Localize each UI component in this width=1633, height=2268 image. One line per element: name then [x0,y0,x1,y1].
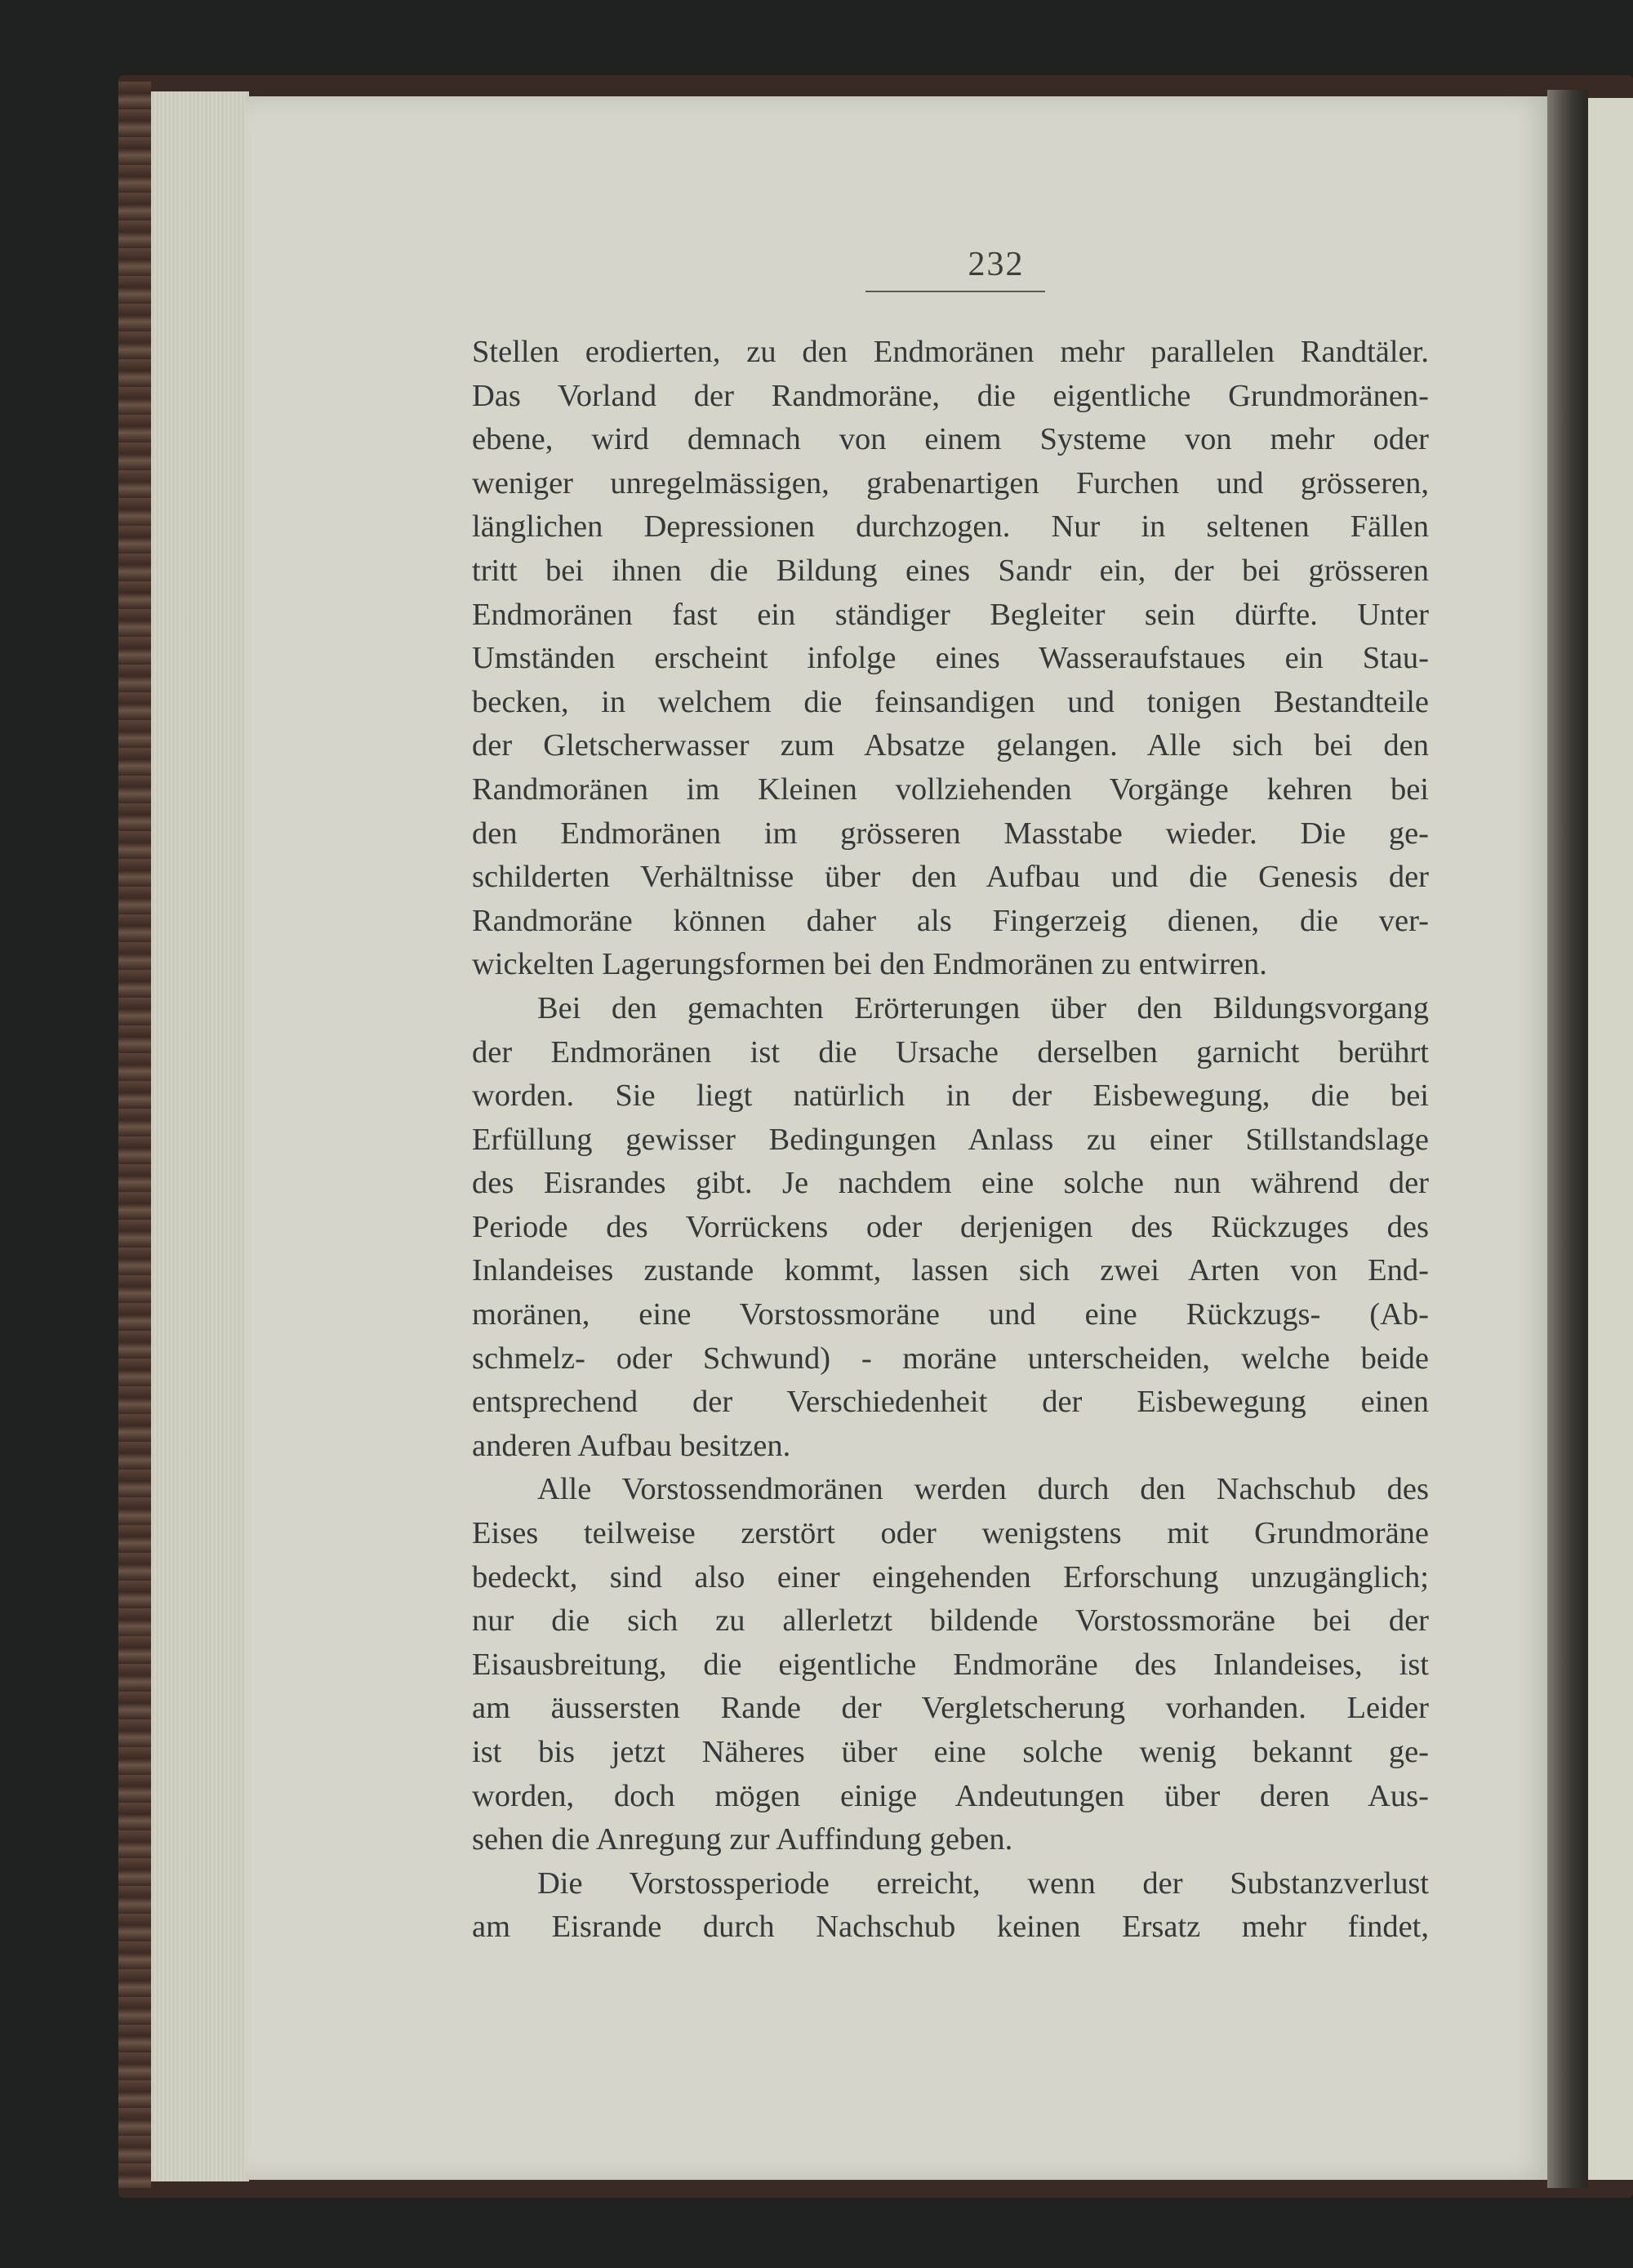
text-line: worden. Sie liegt natürlich in der Eisbewegung, die bei [472,1078,1429,1114]
text-line: des Eisrandes gibt. Je nachdem eine solche nun während der [472,1166,1429,1201]
text-line: bedeckt, sind also einer eingehenden Erforschung unzugänglich; [472,1559,1429,1594]
text-line: der Gletscherwasser zum Absatze gelangen. Alle sich bei den [472,728,1429,763]
text-line: ist bis jetzt Näheres über eine solche wenig bekannt ge- [472,1735,1429,1769]
text-line: länglichen Depressionen durchzogen. Nur in seltenen Fällen [472,509,1429,545]
text-line: wickelten Lagerungsformen bei den Endmoränen zu entwirren. [472,947,1267,982]
text-line: Bei den gemachten Erörterungen über den Bildungsvorgang [537,990,1429,1025]
text-line: Periode des Vorrückens oder derjenigen des Rückzuges des [472,1209,1429,1244]
text-line: den Endmoränen im grösseren Masstabe wieder. Die ge- [472,816,1429,851]
page-number: 232 [968,246,1025,283]
page-number-rule [865,291,1045,292]
text-line: Endmoränen fast ein ständiger Begleiter sein dürfte. Unter [472,597,1429,632]
text-line: entsprechend der Verschiedenheit der Eisbewegung einen [472,1385,1429,1420]
body-text [472,331,1429,1950]
text-line: Randmoränen im Kleinen vollziehenden Vorgänge kehren bei [472,772,1429,807]
text-line: becken, in welchem die feinsandigen und tonigen Bestandteile [472,684,1429,719]
cover-edge [118,82,151,2188]
text-line: am äussersten Rande der Vergletscherung vorhanden. Leider [472,1691,1429,1726]
text-line: Eises teilweise zerstört oder wenigstens mit Grundmoräne [472,1516,1429,1551]
text-line: Erfüllung gewisser Bedingungen Anlass zu einer Stillstandslage [472,1122,1429,1157]
text-line: Randmoräne können daher als Fingerzeig dienen, die ver- [472,903,1429,938]
text-line: Stellen erodierten, zu den Endmoränen mehr parallelen Randtäler. [472,335,1429,369]
text-line: moränen, eine Vorstossmoräne und eine Rückzugs- (Ab- [472,1297,1429,1332]
text-line: sehen die Anregung zur Auffindung geben. [472,1822,1013,1857]
text-line: am Eisrande durch Nachschub keinen Ersatz mehr findet, [472,1910,1429,1945]
text-line: anderen Aufbau besitzen. [472,1428,791,1463]
text-line: weniger unregelmässigen, grabenartigen Furchen und grösseren, [472,465,1429,500]
text-line: Umständen erscheint infolge eines Wasseraufstaues ein Stau- [472,641,1429,676]
text-line: Inlandeises zustande kommt, lassen sich zwei Arten von End- [472,1253,1429,1288]
text-line: worden, doch mögen einige Andeutungen über deren Aus- [472,1778,1429,1813]
text-line: schmelz- oder Schwund) - moräne unterscheiden, welche beide [472,1341,1429,1376]
text-line: schilderten Verhältnisse über den Aufbau und die Genesis der [472,860,1429,895]
text-line: Alle Vorstossendmoränen werden durch den Nachschub des [537,1472,1429,1507]
text-line: tritt bei ihnen die Bildung eines Sandr ein, der bei grösseren [472,553,1429,588]
text-line: der Endmoränen ist die Ursache derselben garnicht berührt [472,1034,1429,1070]
book-gutter [1547,90,1588,2188]
facing-page-edge [1588,98,1633,2180]
text-line: nur die sich zu allerletzt bildende Vorstossmoräne bei der [472,1603,1429,1639]
text-line: Eisausbreitung, die eigentliche Endmoräne des Inlandeises, ist [472,1647,1429,1682]
text-line: Das Vorland der Randmoräne, die eigentliche Grundmoränen- [472,378,1429,413]
text-line: Die Vorstossperiode erreicht, wenn der Substanzverlust [537,1866,1429,1901]
text-line: ebene, wird demnach von einem Systeme von mehr oder [472,422,1429,457]
page-stack-edges [151,91,249,2181]
